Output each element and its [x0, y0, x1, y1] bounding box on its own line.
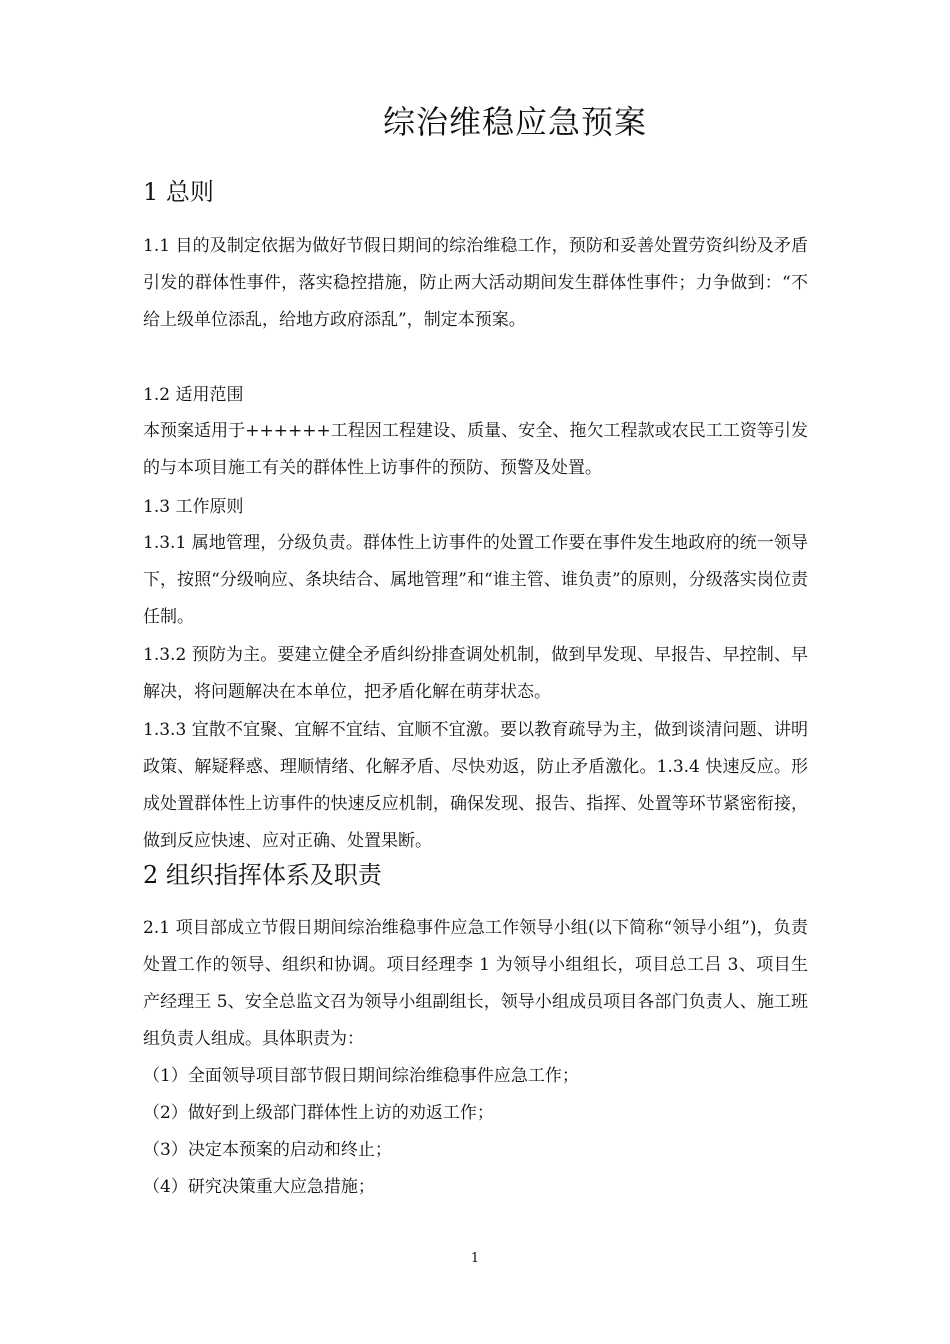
- list-item: （2）做好到上级部门群体性上访的劝返工作；: [143, 1103, 494, 1123]
- paragraph-1-1: 1.1 目的及制定依据为做好节假日期间的综治维稳工作，预防和妥善处置劳资纠纷及矛盾引发的群体性事件，落实稳控措施，防止两大活动期间发生群体性事件；力争做到：“不给上级单位添乱，给地方政府添乱”，制定本预案。: [143, 236, 808, 330]
- list-item: （3）决定本预案的启动和终止；: [143, 1140, 392, 1160]
- document-title: 综治维稳应急预案: [382, 103, 647, 141]
- subheading-1-3: 1.3 工作原则: [143, 497, 244, 517]
- section-heading-2: 2 组织指挥体系及职责: [143, 861, 382, 889]
- list-item: （4）研究决策重大应急措施；: [143, 1177, 375, 1197]
- paragraph-2-1: 2.1 项目部成立节假日期间综治维稳事件应急工作领导小组(以下简称“领导小组”)，负责处置工作的领导、组织和协调。项目经理李 1 为领导小组组长，项目总工吕 3、项目生产经理王 5、安全总监文召为领导小组副组长，领导小组成员项目各部门负责人、施工班组负责人组成。具体职责为：: [143, 918, 808, 1049]
- section-heading-1: 1 总则: [143, 178, 214, 206]
- paragraph-1-2: 本预案适用于++++++工程因工程建设、质量、安全、拖欠工程款或农民工工资等引发的与本项目施工有关的群体性上访事件的预防、预警及处置。: [143, 421, 808, 478]
- list-item: （1）全面领导项目部节假日期间综治维稳事件应急工作；: [143, 1066, 579, 1086]
- paragraph-1-3-2: 1.3.2 预防为主。要建立健全矛盾纠纷排查调处机制，做到早发现、早报告、早控制、早解决，将问题解决在本单位，把矛盾化解在萌芽状态。: [143, 645, 808, 702]
- paragraph-1-3-1: 1.3.1 属地管理，分级负责。群体性上访事件的处置工作要在事件发生地政府的统一领导下，按照“分级响应、条块结合、属地管理”和“谁主管、谁负责”的原则，分级落实岗位责任制。: [143, 533, 808, 627]
- paragraph-1-3-3: 1.3.3 宜散不宜聚、宜解不宜结、宜顺不宜激。要以教育疏导为主，做到谈清问题、讲明政策、解疑释惑、理顺情绪、化解矛盾、尽快劝返，防止矛盾激化。1.3.4 快速反应。形成处置群体性上访事件的快速反应机制，确保发现、报告、指挥、处置等环节紧密衔接，做到反应快速、应对正确、处置果断。: [143, 720, 808, 851]
- page-number: 1: [470, 1251, 480, 1266]
- subheading-1-2: 1.2 适用范围: [143, 385, 244, 405]
